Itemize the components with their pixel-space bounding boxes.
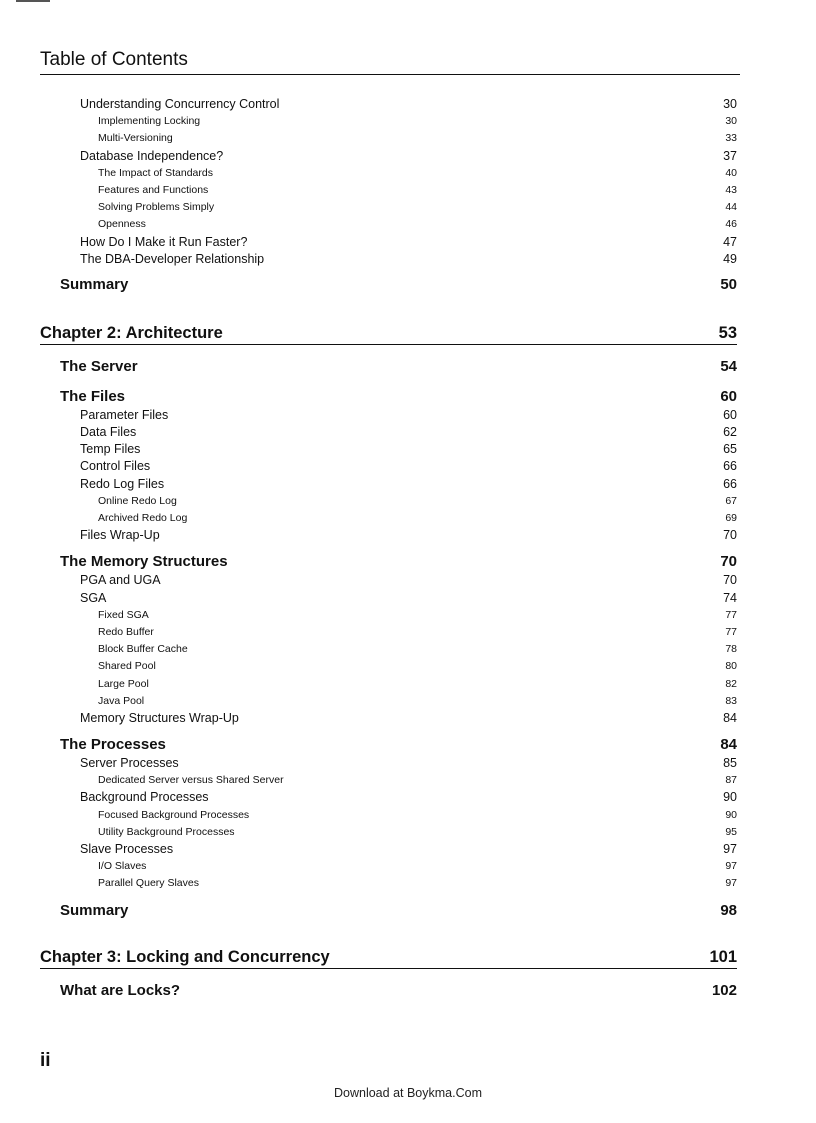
toc-entry-title: Parameter Files [80,407,169,422]
toc-entry-page: 43 [725,183,737,196]
toc-entry[interactable] [40,789,737,806]
toc-entry[interactable] [40,607,737,624]
toc-entry-page: 70 [723,528,737,543]
toc-entry[interactable] [40,875,737,892]
toc-entry-page: 90 [723,790,737,805]
toc-entry[interactable] [40,755,737,772]
toc-entry-title: Data Files [80,425,137,440]
toc-entry[interactable] [40,148,737,165]
toc-chapter-title: Chapter 3: Locking and Concurrency [40,947,330,966]
toc-entry-title: Solving Problems Simply [98,201,215,214]
toc-entry-page: 70 [723,573,737,588]
toc-entry-title: Implementing Locking [98,115,201,128]
toc-entry[interactable] [40,234,737,251]
toc-entry[interactable] [40,96,737,113]
toc-entry-page: 66 [723,476,737,491]
toc-entry-page: 62 [723,425,737,440]
toc-entry-page: 30 [723,97,737,111]
toc-entry-page: 78 [725,643,737,656]
corner-mark [16,0,50,2]
toc-section-page: 84 [720,736,737,754]
page-header [40,48,740,75]
toc-entry-page: 46 [725,218,737,231]
toc-section-page: 70 [720,553,737,571]
toc-entry-page: 37 [723,148,737,163]
toc-chapter-title: Chapter 2: Architecture [40,323,223,342]
toc-entry-page: 83 [725,694,737,707]
toc-section[interactable] [40,901,737,921]
toc-entry[interactable] [40,493,737,510]
toc-entry[interactable] [40,676,737,693]
toc-entry-page: 82 [725,677,737,690]
toc-entry-page: 49 [723,251,737,266]
toc-entry-page: 77 [725,625,737,638]
toc-entry[interactable] [40,441,737,458]
page-number: ii [40,1050,51,1071]
toc-entry-title: Redo Buffer [98,625,154,638]
toc-section-title: Summary [60,901,129,919]
toc-section[interactable] [40,357,737,377]
toc-entry[interactable] [40,216,737,233]
toc-entry[interactable] [40,527,737,544]
toc-entry-page: 74 [723,590,737,605]
toc-entry-title: Java Pool [98,694,145,707]
toc-entry-title: Parallel Query Slaves [98,877,199,890]
toc-entry[interactable] [40,113,737,130]
toc-entry-title: Background Processes [80,790,209,805]
toc-entry[interactable] [40,772,737,789]
toc-entry[interactable] [40,130,737,147]
toc-entry-title: Multi-Versioning [98,132,173,145]
toc-list [40,96,737,1001]
toc-entry-page: 97 [723,842,737,856]
toc-entry-title: PGA and UGA [80,573,161,588]
toc-entry-title: Slave Processes [80,842,174,856]
toc-entry-title: The Impact of Standards [98,166,213,179]
toc-entry-title: Memory Structures Wrap-Up [80,710,239,725]
toc-entry[interactable] [40,710,737,727]
toc-entry-page: 84 [723,710,737,725]
toc-section[interactable] [40,275,737,295]
toc-entry[interactable] [40,165,737,182]
toc-entry-title: Block Buffer Cache [98,643,188,656]
toc-section[interactable] [40,552,737,572]
toc-entry-title: Server Processes [80,756,179,771]
toc-entry-page: 30 [725,115,737,128]
toc-entry-title: How Do I Make it Run Faster? [80,234,248,249]
toc-entry[interactable] [40,407,737,424]
toc-section-title: Summary [60,275,129,293]
toc-entry-page: 60 [723,407,737,422]
toc-entry[interactable] [40,658,737,675]
toc-entry-title: Files Wrap-Up [80,528,160,543]
toc-section[interactable] [40,735,737,755]
page-title: Table of Contents [40,49,188,70]
toc-section-page: 102 [711,981,737,999]
toc-entry-title: Focused Background Processes [98,808,250,821]
toc-section-title: What are Locks? [60,981,181,999]
toc-entry[interactable] [40,807,737,824]
toc-entry-title: Online Redo Log [98,494,177,507]
toc-entry-title: Understanding Concurrency Control [80,97,280,111]
toc-section-page: 54 [720,357,737,375]
toc-entry-title: I/O Slaves [98,860,147,873]
toc-entry[interactable] [40,858,737,875]
toc-entry-title: Utility Background Processes [98,825,235,838]
toc-entry-title: Shared Pool [98,660,156,673]
toc-entry-page: 67 [725,494,737,507]
toc-entry-page: 90 [725,808,737,821]
toc-section-page: 50 [720,275,737,293]
toc-entry[interactable] [40,199,737,216]
toc-entry[interactable] [40,824,737,841]
toc-section-page: 60 [720,387,737,405]
footer-note: Download at Boykma.Com [334,1086,482,1100]
toc-entry[interactable] [40,624,737,641]
toc-entry[interactable] [40,572,737,589]
toc-entry-page: 80 [725,660,737,673]
toc-entry[interactable] [40,458,737,475]
toc-section-page: 98 [720,901,737,919]
toc-entry[interactable] [40,641,737,658]
toc-entry-page: 47 [723,234,737,249]
toc-chapter[interactable] [40,946,737,969]
toc-entry-title: Temp Files [80,442,141,457]
toc-section-title: The Processes [60,736,166,754]
toc-section-title: The Files [60,387,126,405]
toc-entry-title: Openness [98,218,146,231]
toc-section-title: The Server [60,357,138,375]
toc-entry-page: 95 [725,825,737,838]
toc-entry-page: 65 [723,442,737,457]
toc-entry-title: Fixed SGA [98,608,149,621]
toc-entry-page: 85 [723,756,737,771]
toc-entry[interactable] [40,424,737,441]
toc-entry[interactable] [40,182,737,199]
toc-entry-page: 33 [725,132,737,145]
toc-chapter[interactable] [40,322,737,345]
toc-entry-page: 44 [725,201,737,214]
toc-entry-title: Database Independence? [80,148,224,163]
toc-section-title: The Memory Structures [60,553,228,571]
toc-section[interactable] [40,387,737,407]
toc-chapter-page: 53 [718,323,737,342]
toc-entry[interactable] [40,693,737,710]
toc-entry-page: 66 [723,459,737,474]
toc-entry-title: Features and Functions [98,183,209,196]
toc-entry[interactable] [40,510,737,527]
toc-entry-page: 87 [725,774,737,787]
toc-entry-title: Archived Redo Log [98,512,188,524]
toc-entry-page: 40 [725,166,737,179]
toc-section[interactable] [40,981,737,1001]
toc-entry-page: 97 [725,860,737,873]
toc-entry-page: 97 [725,877,737,890]
toc-entry-title: Large Pool [98,677,149,690]
toc-entry[interactable] [40,590,737,607]
toc-entry-title: Control Files [80,459,151,474]
toc-entry-page: 77 [725,608,737,621]
toc-entry-title: SGA [80,590,107,605]
toc-entry-title: Dedicated Server versus Shared Server [98,774,284,787]
toc-entry[interactable] [40,476,737,493]
toc-entry[interactable] [40,841,737,858]
toc-entry-title: The DBA-Developer Relationship [80,251,265,266]
toc-entry-title: Redo Log Files [80,476,165,491]
toc-chapter-page: 101 [709,947,737,966]
toc-entry[interactable] [40,251,737,268]
toc-entry-page: 69 [725,512,737,524]
